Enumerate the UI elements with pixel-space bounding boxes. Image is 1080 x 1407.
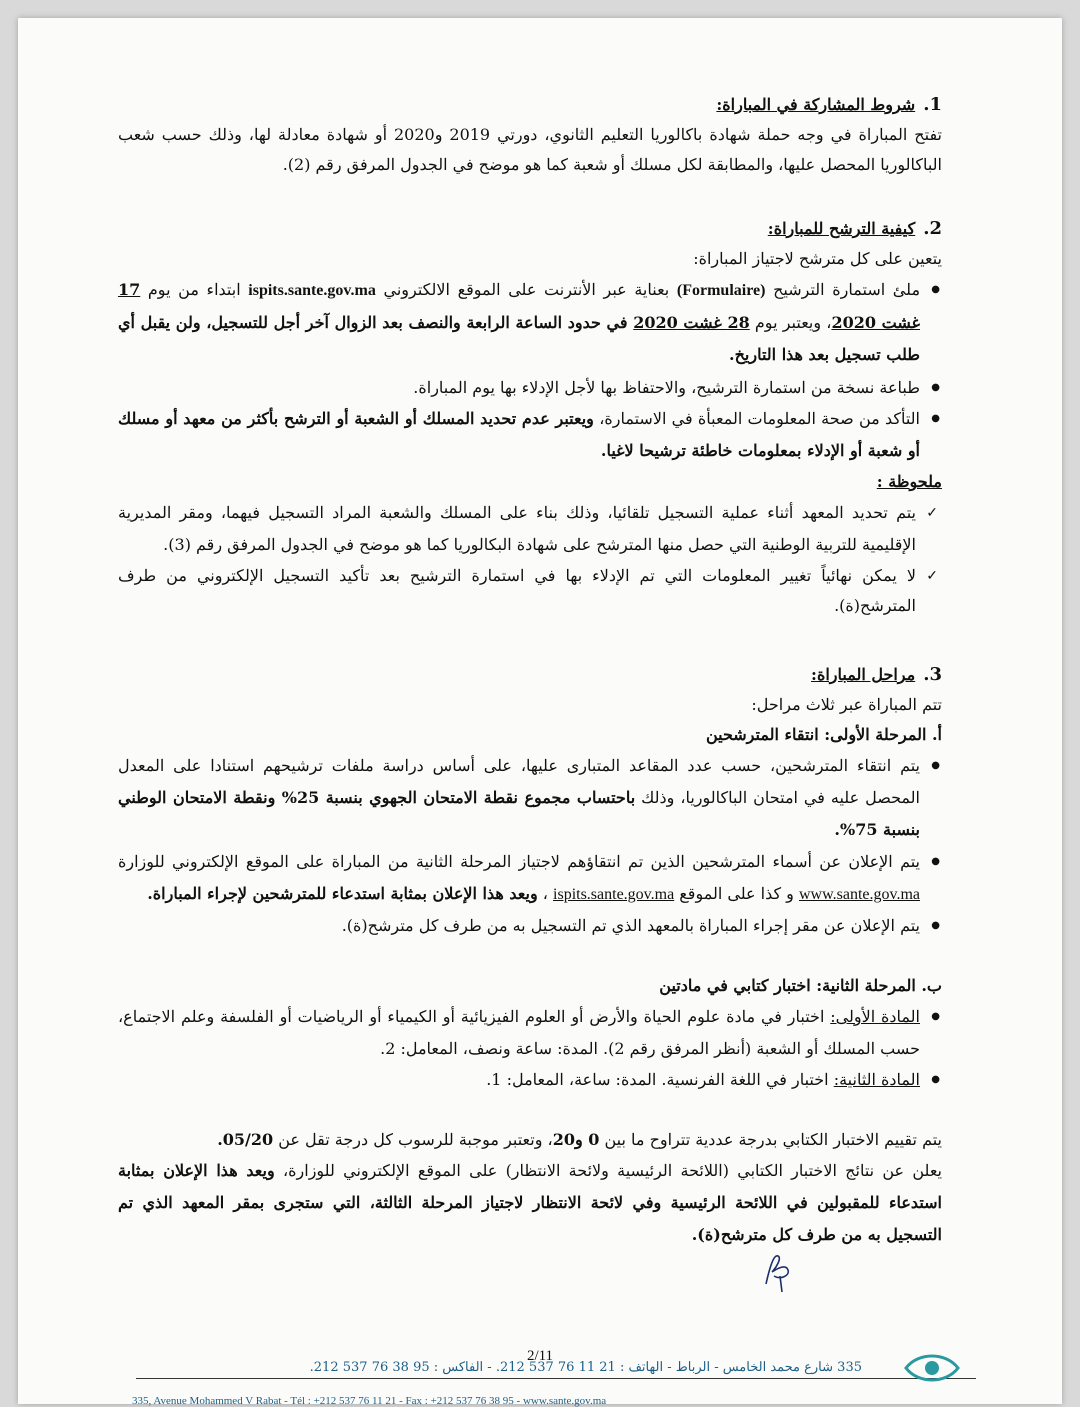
section-3-intro: تتم المباراة عبر ثلاث مراحل: [751, 695, 942, 714]
stage-2-bullets [118, 1001, 942, 1095]
note-title: ملحوظة : [876, 472, 942, 491]
list-item: ● يتم انتقاء المترشحين، حسب عدد المقاعد المتبارى عليها، على أساس دراسة ملفات ترشيحهم استنادا على المعدل المحصل عليه في امتحان الباكالوريا، وذلك باحتساب مجموع نقطة الامتحان الجهوي بنسبة 25% ونقطة الامتحان الوطني بنسبة 75%. [118, 750, 942, 846]
section-3 [118, 660, 942, 1251]
page-number: 2/11 [526, 1348, 554, 1364]
signature-mark [760, 1246, 796, 1294]
stage-1-title: أ. المرحلة الأولى: انتقاء المترشحين [705, 725, 942, 744]
section-2-title: 2.كيفية الترشح للمباراة: [767, 218, 942, 239]
results-paragraph: يعلن عن نتائج الاختبار الكتابي (اللائحة الرئيسية ولائحة الانتظار) على الموقع الإلكتروني للوزارة، ويعد هذا الإعلان بمثابة استدعاء للمقبولين في اللائحة الرئيسية وفي لائحة الانتظار لاجتياز المرحلة الثالثة، التي ستجرى بمقر المعهد الذي تم التسجيل به من طرف كل مترشح(ة). [118, 1161, 943, 1244]
note-list [118, 497, 942, 621]
evaluation-paragraph: يتم تقييم الاختبار الكتابي بدرجة عددية تتراوح ما بين 0 و20، وتعتبر موجبة للرسوب كل درجة تقل عن 05/20. [217, 1130, 942, 1149]
section-1 [118, 90, 942, 180]
list-item: ● يتم الإعلان عن أسماء المترشحين الذين تم انتقاؤهم لاجتياز المرحلة الثانية من المباراة على الموقع الإلكتروني للوزارة www.sante.gov.ma و كذا على الموقع ispits.sante.gov.ma ، ويعد هذا الإعلان بمثابة استدعاء للمترشحين لإجراء المباراة. [118, 846, 942, 911]
stage-1-bullets [118, 750, 942, 941]
section-3-title: 3.مراحل المباراة: [811, 664, 942, 685]
stage-2-title: ب. المرحلة الثانية: اختبار كتابي في مادتين [659, 976, 942, 995]
list-item: ● ملئ استمارة الترشيح (Formulaire) بعناية عبر الأنترنت على الموقع الالكتروني ispits.sante.gov.ma ابتداء من يوم 17 غشت 2020، ويعتبر يوم 28 غشت 2020 في حدود الساعة الرابعة والنصف بعد الزوال آخر أجل للتسجيل، ولن يقبل أي طلب تسجيل بعد هذا التاريخ. [118, 274, 942, 371]
document-page [18, 18, 1062, 1407]
list-item: ● طباعة نسخة من استمارة الترشيح، والاحتفاظ بها لأجل الإدلاء بها يوم المباراة. [118, 373, 942, 403]
section-1-paragraph: تفتح المباراة في وجه حملة شهادة باكالوريا التعليم الثانوي، دورتي 2019 و2020 أو شهادة معادلة لها، وذلك حسب شعب الباكالوريا المحصل عليها، والمطابقة لكل مسلك أو شعبة كما هو موضح في الجدول المرفق رقم (2). [118, 125, 943, 174]
footer-address-arabic: 335 شارع محمد الخامس - الرباط - الهاتف : 21 11 76 537 212. - الفاكس : 95 38 76 537 212. [309, 1360, 862, 1375]
section-2-bullets [118, 274, 942, 467]
footer-address-french: 335, Avenue Mohammed V Rabat - Tél : +212 537 76 11 21 - Fax : +212 537 76 38 95 - www.sante.gov.ma [132, 1395, 607, 1407]
list-item: ● المادة الأولى: اختبار في مادة علوم الحياة والأرض أو العلوم الفيزيائية أو الكيمياء أو الرياضيات أو الفلسفة وعلم الاجتماع، حسب المسلك أو الشعبة (أنظر المرفق رقم 2). المدة: ساعة ونصف، المعامل: 2. [118, 1001, 942, 1065]
list-item: ● التأكد من صحة المعلومات المعبأة في الاستمارة، ويعتبر عدم تحديد المسلك أو الشعبة أو الترشح بأكثر من معهد أو مسلك أو شعبة أو الإدلاء بمعلومات خاطئة ترشيحا لاغيا. [118, 403, 942, 467]
section-2-intro: يتعين على كل مترشح لاجتياز المباراة: [693, 249, 942, 268]
list-item: ✓ يتم تحديد المعهد أثناء عملية التسجيل تلقائيا، وذلك بناء على المسلك والشعبة المراد التسجيل فيهما، ومقر المديرية الإقليمية للتربية الوطنية التي حصل منها المترشح على شهادة البكالوريا كما هو موضح في الجدول المرفق رقم (3). [118, 497, 942, 561]
section-2 [118, 214, 942, 621]
list-item: ● يتم الإعلان عن مقر إجراء المباراة بالمعهد الذي تم التسجيل به من طرف كل مترشح(ة). [118, 911, 942, 941]
section-1-title: 1.شروط المشاركة في المباراة: [716, 94, 942, 115]
list-item: ● المادة الثانية: اختبار في اللغة الفرنسية. المدة: ساعة، المعامل: 1. [118, 1065, 942, 1095]
list-item: ✓ لا يمكن نهائياً تغيير المعلومات التي تم الإدلاء بها في استمارة الترشيح بعد تأكيد التسجيل الإلكتروني من طرف المترشح(ة). [118, 561, 942, 621]
ministry-logo-icon [902, 1346, 962, 1390]
footer-divider [136, 1378, 976, 1379]
